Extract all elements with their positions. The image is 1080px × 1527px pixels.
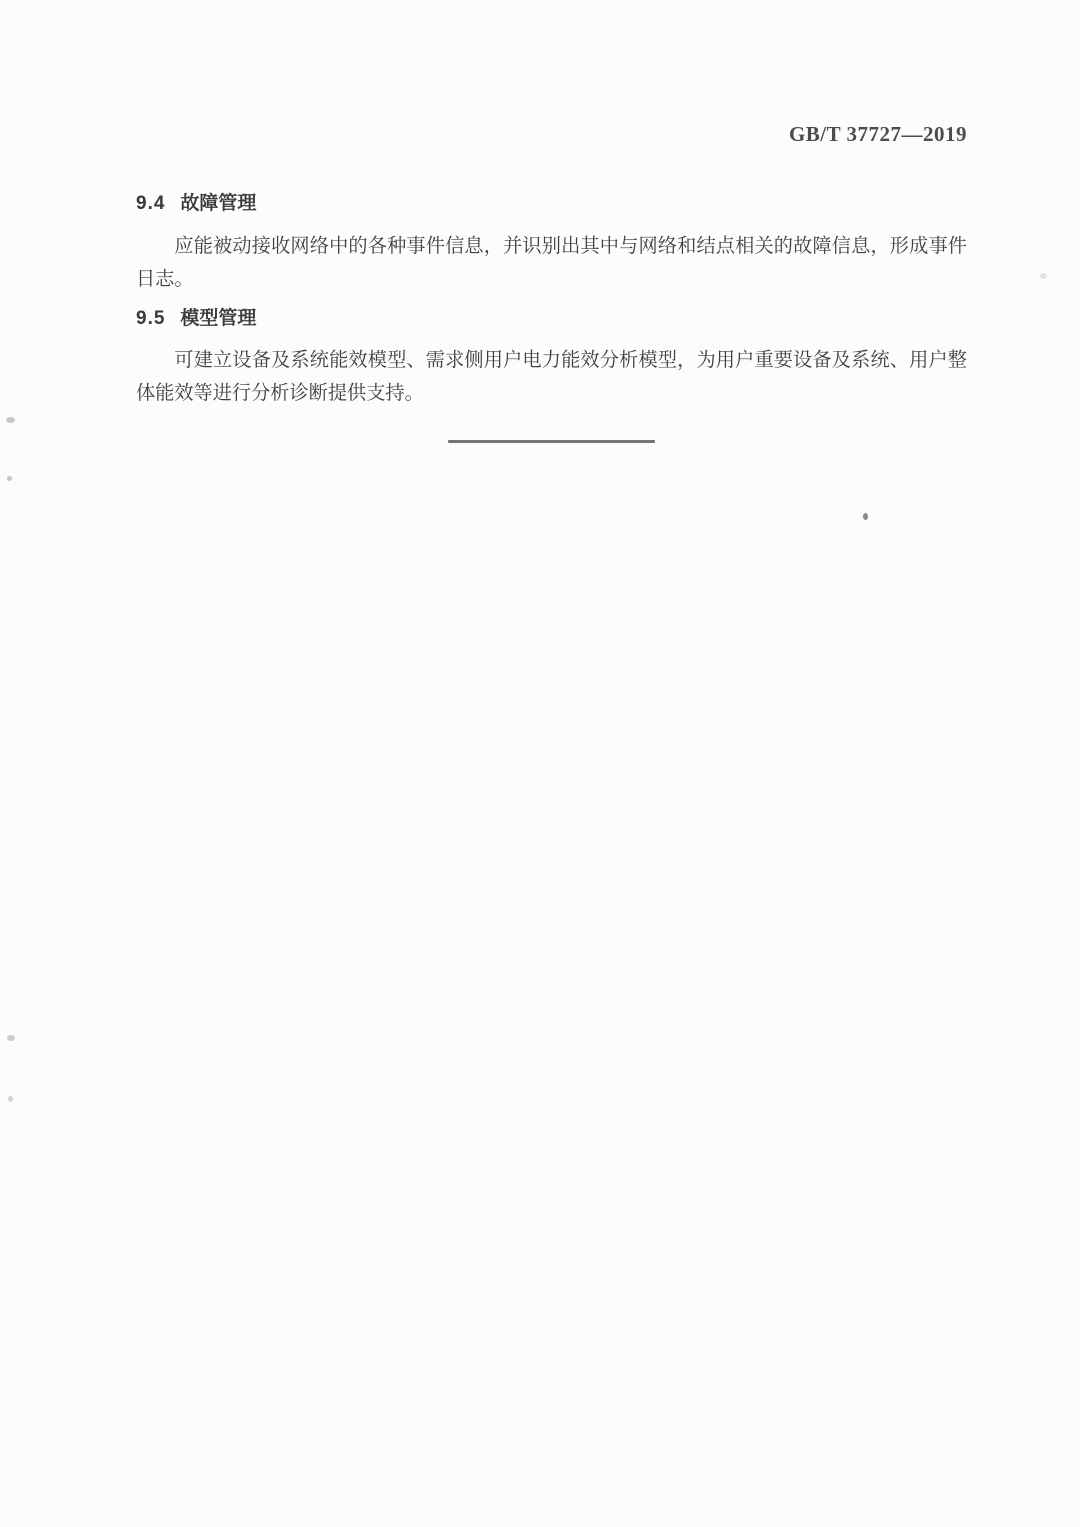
scan-artifact (6, 417, 15, 423)
scan-artifact (7, 476, 12, 481)
section-body-9-5: 可建立设备及系统能效模型、需求侧用户电力能效分析模型，为用户重要设备及系统、用户整体能效等进行分析诊断提供支持。 (136, 350, 967, 404)
section-heading-9-5 (136, 307, 256, 330)
section-title: 故障管理 (180, 193, 257, 214)
end-of-text-divider (448, 440, 655, 443)
standard-number-header: GB/T 37727—2019 (788, 122, 967, 146)
section-body-9-4: 应能被动接收网络中的各种事件信息，并识别出其中与网络和结点相关的故障信息，形成事件日志。 (136, 236, 967, 290)
section-number: 9.4 (136, 193, 166, 214)
section-title: 模型管理 (180, 308, 257, 329)
scan-artifact (7, 1035, 15, 1041)
scan-artifact (8, 1096, 13, 1102)
scan-artifact (1040, 273, 1047, 279)
scan-artifact (863, 513, 868, 520)
section-heading-9-4 (136, 192, 256, 215)
section-number: 9.5 (136, 308, 166, 329)
